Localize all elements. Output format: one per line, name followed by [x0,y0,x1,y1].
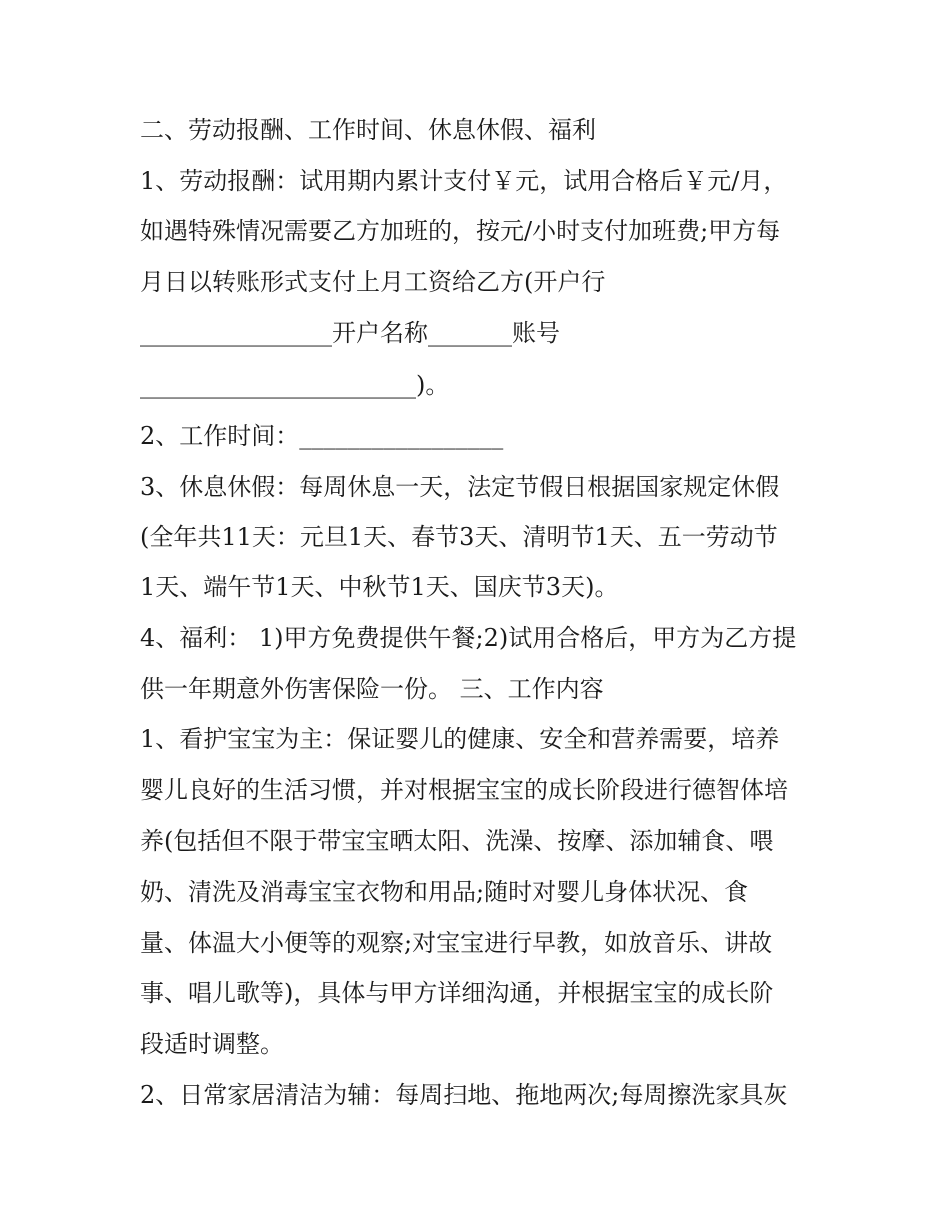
text-line: 1、劳动报酬：试用期内累计支付￥元，试用合格后￥元/月， [140,167,788,195]
section-heading-remuneration: 二、劳动报酬、工作时间、休息休假、福利 [140,116,596,144]
text-line: 2、日常家居清洁为辅：每周扫地、拖地两次;每周擦洗家具灰 [140,1081,788,1109]
text-line: (全年共11天：元旦1天、春节3天、清明节1天、五一劳动节 [140,523,778,551]
text-line: 养(包括但不限于带宝宝晒太阳、洗澡、按摩、添加辅食、喂 [140,827,774,855]
text-line: 奶、清洗及消毒宝宝衣物和用品;随时对婴儿身体状况、食 [140,878,749,906]
text-line-working-hours: 2、工作时间：_________________ [140,422,504,450]
text-line: 段适时调整。 [140,1030,284,1058]
text-line: 事、唱儿歌等)，具体与甲方详细沟通，并根据宝宝的成长阶 [140,979,774,1007]
text-line: 3、休息休假：每周休息一天，法定节假日根据国家规定休假 [140,473,780,501]
text-line: 月日以转账形式支付上月工资给乙方(开户行 [140,268,606,296]
text-line-bank-account: ________________开户名称_______账号 [140,319,560,347]
text-line: 婴儿良好的生活习惯，并对根据宝宝的成长阶段进行德智体培 [140,776,788,804]
text-line: 4、福利： 1)甲方免费提供午餐;2)试用合格后，甲方为乙方提 [140,624,797,652]
text-line: 1、看护宝宝为主：保证婴儿的健康、安全和营养需要，培养 [140,725,780,753]
text-line-account-number: _______________________)。 [140,371,450,399]
text-line: 量、体温大小便等的观察;对宝宝进行早教，如放音乐、讲故 [140,929,773,957]
text-line: 1天、端午节1天、中秋节1天、国庆节3天)。 [140,573,619,601]
text-line: 供一年期意外伤害保险一份。 三、工作内容 [140,675,604,703]
text-line: 如遇特殊情况需要乙方加班的，按元/小时支付加班费;甲方每 [140,217,781,245]
